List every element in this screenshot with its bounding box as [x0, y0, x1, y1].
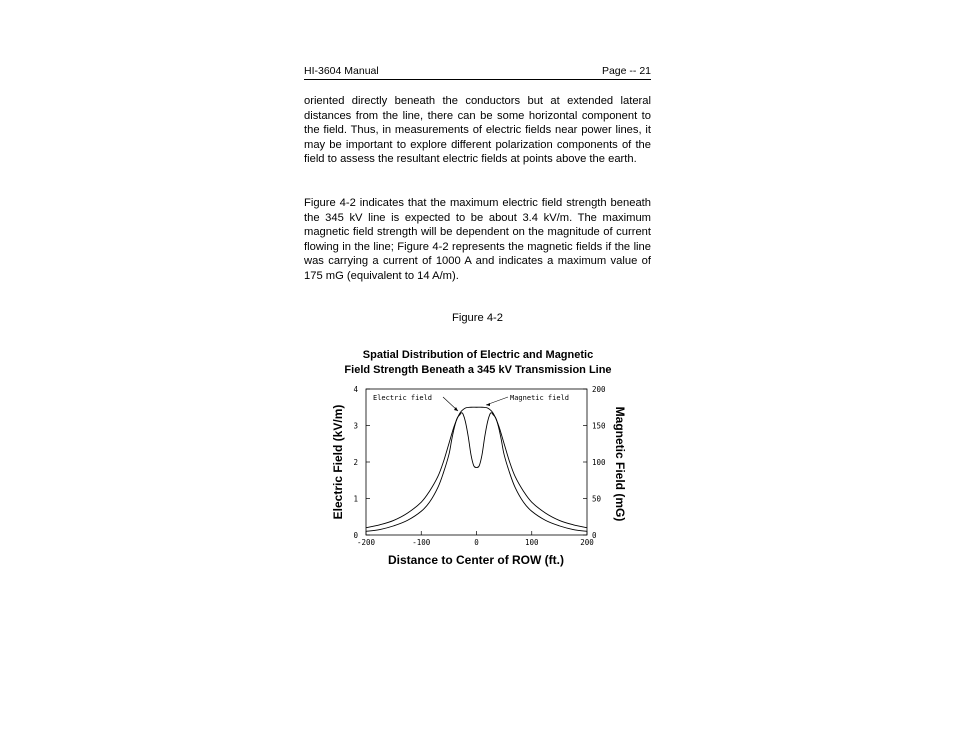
paragraph-1: oriented directly beneath the conductors but at extended lateral distances from the line, there can be some horizontal component to the field. Thus, in measurements of electric fields near power lines, it may be important to explore different polarization components of the field to assess the resultant electric fields at points above the earth.: [304, 95, 651, 166]
manual-title: HI-3604 Manual: [304, 65, 379, 77]
axis-ticks: [353, 385, 606, 547]
plot-frame: [366, 389, 587, 535]
x-tick-label: -200: [356, 538, 376, 547]
y2-tick-label: 50: [592, 494, 602, 504]
y-tick-label: 0: [353, 531, 358, 540]
y-tick-label: 4: [353, 385, 358, 394]
y2-tick-label: 200: [592, 385, 606, 394]
page-header: [304, 65, 651, 80]
chart-title-line-2: Field Strength Beneath a 345 kV Transmission Line: [344, 364, 612, 376]
annotation-electric-field: Electric field: [373, 394, 433, 402]
paragraph-2: Figure 4-2 indicates that the maximum electric field strength beneath the 345 kV line is expected to be about 3.4 kV/m. The maximum magnetic field strength will be dependent on the magnitude of current flowing in the line; Figure 4-2 represents the magnetic fields if the line was carrying a current of 1000 A and indicates a maximum value of 175 mG (equivalent to 14 A/m).: [304, 197, 651, 282]
x-tick-label: 100: [524, 538, 539, 547]
y-axis-label: Electric Field (kV/m): [331, 404, 345, 520]
series-line-electric-field: [366, 413, 587, 532]
y-tick-label: 3: [353, 421, 358, 431]
chart-title-line-1: Spatial Distribution of Electric and Magnetic: [362, 349, 594, 361]
y2-axis-label: Magnetic Field (mG): [613, 406, 627, 522]
x-tick-label: 0: [474, 538, 479, 547]
y2-tick-label: 150: [592, 421, 606, 431]
y2-tick-label: 0: [592, 531, 597, 540]
figure-caption: Figure 4-2: [452, 312, 503, 324]
x-axis-label: Distance to Center of ROW (ft.): [388, 553, 564, 567]
y2-tick-label: 100: [592, 458, 606, 467]
x-tick-label: 200: [580, 538, 594, 547]
page-number: Page -- 21: [601, 65, 651, 77]
series-group: [366, 407, 587, 531]
chart-svg: [320, 340, 640, 575]
annotation-magnetic-field: Magnetic field: [510, 394, 570, 402]
field-strength-chart: [320, 340, 640, 575]
x-tick-label: -100: [412, 538, 431, 547]
y-tick-label: 1: [353, 494, 358, 504]
y-tick-label: 2: [353, 458, 358, 467]
